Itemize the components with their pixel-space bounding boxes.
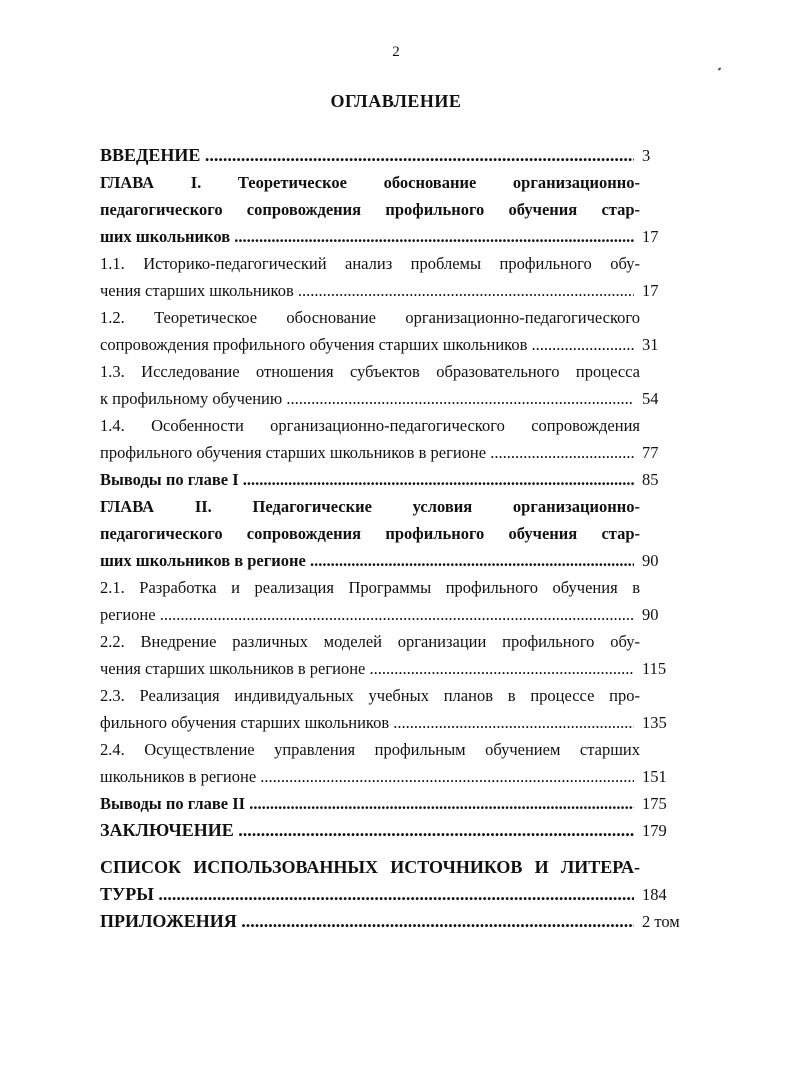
toc-entry-text: ших школьников ..... — [100, 223, 634, 250]
toc-entry-text: чения старших школьников ..... — [100, 277, 634, 304]
toc-entry-section-2-2[interactable] — [100, 628, 700, 682]
toc-entry-text: профильного обучения старших школьников в регионе ..... — [100, 439, 634, 466]
page-title: ОГЛАВЛЕНИЕ — [330, 91, 462, 111]
toc-entry-text: ПРИЛОЖЕНИЯ ..... — [100, 908, 634, 935]
toc-entry-line: СПИСОК ИСПОЛЬЗОВАННЫХ ИСТОЧНИКОВ И ЛИТЕРА- — [100, 857, 640, 877]
toc-entry-section-2-4[interactable] — [100, 736, 700, 790]
toc-entry-text: к профильному обучению ..... — [100, 385, 634, 412]
toc-entry-conclusions-2[interactable] — [100, 790, 700, 817]
toc-entry-line: педагогического сопровождения профильного обучения стар- — [100, 200, 640, 219]
toc-entry-text: регионе ..... — [100, 601, 634, 628]
toc-entry-text: ших школьников в регионе ..... — [100, 547, 634, 574]
toc-page-number: 135 — [642, 713, 667, 732]
toc-entry-section-2-1[interactable] — [100, 574, 700, 628]
toc-entry-appendices[interactable] — [100, 908, 700, 935]
toc-page-number: 151 — [642, 767, 667, 786]
toc-entry-line: 1.3. Исследование отношения субъектов образовательного процесса — [100, 362, 640, 381]
toc-entry-line: 2.4. Осуществление управления профильным обучением старших — [100, 740, 640, 759]
scan-speck — [718, 67, 722, 70]
toc-entry-line: 1.1. Историко-педагогический анализ проблемы профильного обу- — [100, 254, 640, 273]
toc-entry-text: Выводы по главе II ..... — [100, 790, 634, 817]
page-number: 2 — [392, 44, 400, 60]
toc-entry-line: 1.4. Особенности организационно-педагогического сопровождения — [100, 416, 640, 435]
toc-page-number: 85 — [642, 470, 659, 489]
table-of-contents — [100, 142, 700, 935]
toc-page-number: 184 — [642, 885, 667, 904]
toc-page-number: 179 — [642, 821, 667, 840]
toc-page-number: 90 — [642, 551, 659, 570]
toc-entry-line: ГЛАВА I. Теоретическое обоснование организационно- — [100, 173, 640, 192]
toc-entry-line: 1.2. Теоретическое обоснование организационно-педагогического — [100, 308, 640, 327]
toc-entry-text: ТУРЫ ..... — [100, 881, 634, 908]
toc-page-number: 17 — [642, 281, 659, 300]
toc-page-number: 90 — [642, 605, 659, 624]
toc-entry-text: школьников в регионе ..... — [100, 763, 634, 790]
toc-entry-text: фильного обучения старших школьников ..... — [100, 709, 634, 736]
toc-page-number: 175 — [642, 794, 667, 813]
toc-page-number: 54 — [642, 389, 659, 408]
toc-entry-text: Выводы по главе I ..... — [100, 466, 634, 493]
toc-page-number: 115 — [642, 659, 667, 678]
toc-entry-intro[interactable] — [100, 142, 700, 169]
toc-entry-references[interactable] — [100, 854, 700, 908]
toc-entry-line: 2.3. Реализация индивидуальных учебных планов в процессе про- — [100, 686, 640, 705]
toc-entry-text: ЗАКЛЮЧЕНИЕ ..... — [100, 817, 634, 844]
toc-page-number: 17 — [642, 227, 659, 246]
toc-entry-text: ВВЕДЕНИЕ ..... — [100, 142, 634, 169]
toc-entry-section-1-2[interactable] — [100, 304, 700, 358]
toc-entry-text: сопровождения профильного обучения старших школьников ..... — [100, 331, 634, 358]
toc-entry-conclusions-1[interactable] — [100, 466, 700, 493]
toc-page-number: 77 — [642, 443, 659, 462]
toc-entry-text: чения старших школьников в регионе ..... — [100, 655, 634, 682]
toc-entry-section-1-4[interactable] — [100, 412, 700, 466]
toc-entry-line: 2.2. Внедрение различных моделей организации профильного обу- — [100, 632, 640, 651]
toc-page-number: 31 — [642, 335, 659, 354]
toc-entry-line: педагогического сопровождения профильного обучения стар- — [100, 524, 640, 543]
toc-entry-conclusion[interactable] — [100, 817, 700, 844]
toc-page-number: 2 том — [642, 912, 680, 931]
toc-entry-chapter-1[interactable] — [100, 169, 700, 250]
toc-page-number: 3 — [642, 146, 651, 165]
toc-entry-section-1-3[interactable] — [100, 358, 700, 412]
toc-entry-section-1-1[interactable] — [100, 250, 700, 304]
toc-entry-section-2-3[interactable] — [100, 682, 700, 736]
toc-entry-line: ГЛАВА II. Педагогические условия организационно- — [100, 497, 640, 516]
toc-entry-line: 2.1. Разработка и реализация Программы профильного обучения в — [100, 578, 640, 597]
toc-entry-chapter-2[interactable] — [100, 493, 700, 574]
